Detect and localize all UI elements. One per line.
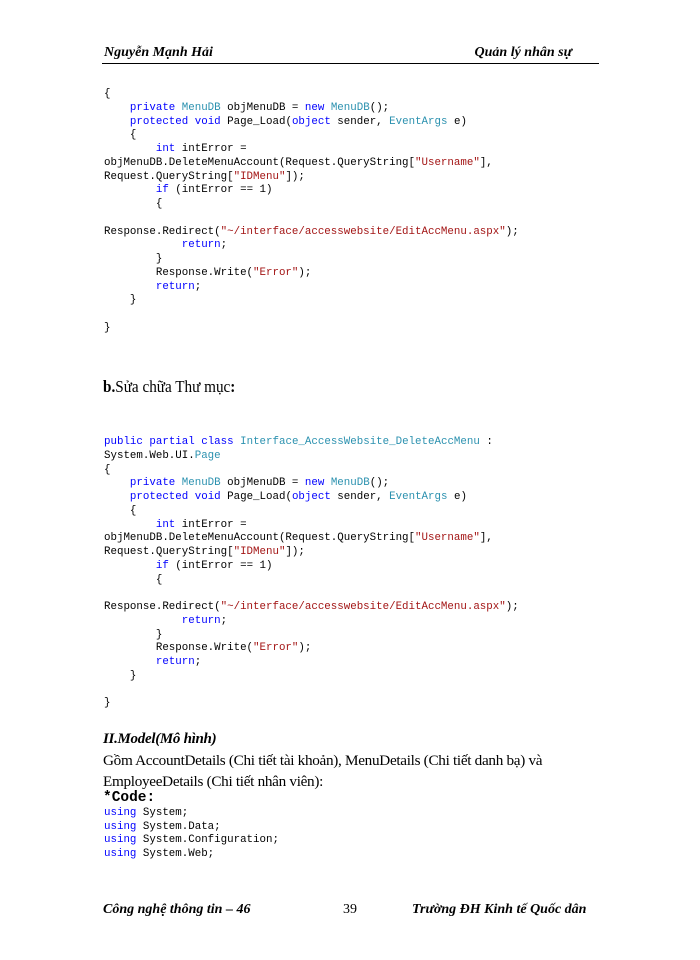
code-token: objMenuDB = <box>220 101 305 114</box>
code-token: object <box>291 115 331 128</box>
code-token: } <box>104 321 111 334</box>
code-line <box>104 157 519 171</box>
code-token: ; <box>220 614 228 627</box>
code-line <box>104 267 519 281</box>
code-token: public <box>104 436 143 448</box>
code-token: } <box>104 628 163 641</box>
code-line <box>104 670 519 684</box>
code-token: e) <box>447 115 467 128</box>
code-token: MenuDB <box>181 101 221 114</box>
code-token: MenuDB <box>181 477 221 490</box>
code-token: void <box>194 491 221 503</box>
code-line <box>104 491 519 505</box>
code-token: Response.Redirect( <box>104 225 221 238</box>
code-line <box>104 532 519 546</box>
code-token: int <box>155 518 176 531</box>
code-token: Request.QueryString[ <box>104 170 234 183</box>
code-line <box>104 848 279 862</box>
code-line <box>104 116 519 130</box>
code-line <box>104 697 519 711</box>
code-token: ); <box>298 266 312 279</box>
footer-faculty: Công nghệ thông tin – 46 <box>103 902 251 917</box>
code-token: { <box>104 573 163 586</box>
code-token: Page_Load( <box>220 115 292 128</box>
code-line <box>104 143 519 157</box>
code-token: objMenuDB.DeleteMenuAccount(Request.QueryString[ <box>104 156 416 169</box>
code-heading: *Code: <box>103 790 156 806</box>
code-token: protected <box>129 491 189 503</box>
code-line <box>104 560 519 574</box>
code-token: (); <box>369 477 390 490</box>
code-line <box>104 656 519 670</box>
code-line <box>104 171 519 185</box>
section-ii-heading: II.Model(Mô hình) <box>103 731 217 747</box>
code-token: ); <box>505 601 519 613</box>
code-token: ], <box>479 532 493 545</box>
code-token: return <box>181 239 221 252</box>
code-token: e) <box>447 491 467 503</box>
code-token: ], <box>479 156 493 169</box>
code-token <box>104 184 156 196</box>
code-line <box>104 574 519 588</box>
code-token <box>104 519 156 531</box>
code-token: ); <box>298 642 312 655</box>
code-token: } <box>104 294 137 307</box>
code-token: object <box>291 491 331 503</box>
code-line <box>104 477 519 491</box>
code-line <box>104 184 519 198</box>
header-title: Quản lý nhân sự <box>474 45 572 60</box>
code-line <box>104 615 519 629</box>
code-line <box>104 102 519 116</box>
code-token: Request.QueryString[ <box>104 546 234 558</box>
code-token: objMenuDB.DeleteMenuAccount(Request.QueryString[ <box>104 532 416 545</box>
code-token: using <box>104 834 137 847</box>
code-token: System; <box>136 807 189 819</box>
code-line <box>104 198 519 212</box>
code-token: Page_Load( <box>220 491 292 503</box>
code-token: ]); <box>285 546 305 558</box>
code-token: System.Configuration; <box>136 834 279 847</box>
code-token: protected <box>129 115 189 128</box>
code-line <box>104 281 519 295</box>
code-line <box>104 587 519 601</box>
code-token: class <box>201 436 234 448</box>
code-line <box>104 253 519 267</box>
code-token: using <box>104 820 137 833</box>
code-token: private <box>129 477 176 490</box>
code-token <box>104 656 156 668</box>
code-token: using <box>104 847 137 860</box>
code-line <box>104 436 519 450</box>
code-token: sender, <box>330 491 390 503</box>
code-token: return <box>155 656 195 668</box>
code-token: return <box>155 280 195 293</box>
code-token: intError = <box>175 143 247 155</box>
code-token: partial <box>149 436 195 448</box>
code-token: "Username" <box>415 532 480 545</box>
footer-university: Trường ĐH Kinh tế Quốc dân <box>412 902 587 917</box>
code-token: Response.Redirect( <box>104 601 221 613</box>
code-token: System.Web; <box>136 847 215 860</box>
section-b-colon: : <box>230 377 236 396</box>
code-token: MenuDB <box>330 101 370 114</box>
code-line <box>104 88 519 102</box>
code-token: "Error" <box>253 642 299 655</box>
code-token: { <box>104 198 163 210</box>
code-token: } <box>104 253 163 265</box>
code-token: (intError == 1) <box>168 184 273 197</box>
code-token: new <box>304 101 325 114</box>
code-token: { <box>104 504 137 517</box>
code-token: intError = <box>175 518 247 531</box>
code-token: { <box>104 463 111 476</box>
code-line <box>104 239 519 253</box>
code-token: "Username" <box>415 156 480 169</box>
code-token: (); <box>369 101 390 114</box>
code-token: Interface_AccessWebsite_DeleteAccMenu <box>240 436 480 448</box>
code-token: using <box>104 807 137 819</box>
code-token <box>104 102 130 114</box>
code-token <box>104 560 156 572</box>
code-token: sender, <box>330 115 390 128</box>
code-token <box>104 239 182 251</box>
code-line <box>104 322 519 336</box>
code-token: ); <box>505 225 519 238</box>
code-line <box>104 642 519 656</box>
code-token: ; <box>220 239 228 252</box>
code-block-using <box>104 807 279 861</box>
code-token: { <box>104 88 111 100</box>
code-token: Response.Write( <box>104 266 254 279</box>
code-token: ; <box>194 656 202 668</box>
code-token: EventArgs <box>389 115 448 128</box>
code-line <box>104 519 519 533</box>
code-token: System.Web.UI. <box>104 449 195 462</box>
code-line <box>104 212 519 226</box>
code-line <box>104 834 279 848</box>
code-token: MenuDB <box>330 477 370 490</box>
code-token: "IDMenu" <box>233 546 286 558</box>
code-token: objMenuDB = <box>220 477 305 490</box>
code-token: private <box>129 101 176 114</box>
code-token: "Error" <box>253 266 299 279</box>
code-token: int <box>155 143 176 155</box>
footer-page-number: 39 <box>343 902 357 917</box>
code-token: Response.Write( <box>104 642 254 655</box>
code-line <box>104 601 519 615</box>
code-token: void <box>194 115 221 128</box>
code-token: EventArgs <box>389 491 448 503</box>
code-block-delete-menu <box>104 88 519 336</box>
code-token: "~/interface/accesswebsite/EditAccMenu.aspx" <box>220 601 506 613</box>
code-line <box>104 505 519 519</box>
code-line <box>104 546 519 560</box>
section-b-letter: b. <box>103 377 116 396</box>
code-token: } <box>104 697 111 710</box>
code-token: return <box>181 614 221 627</box>
code-token: System.Data; <box>136 820 221 833</box>
code-line <box>104 226 519 240</box>
code-token <box>104 491 130 503</box>
code-line <box>104 629 519 643</box>
code-token: : <box>479 436 493 448</box>
code-token: ; <box>194 280 202 293</box>
code-token: Page <box>194 449 221 462</box>
code-token <box>104 477 130 489</box>
code-line <box>104 464 519 478</box>
code-line <box>104 821 279 835</box>
code-token: if <box>155 184 169 197</box>
header-author: Nguyễn Mạnh Hải <box>104 45 213 60</box>
code-token: } <box>104 669 137 682</box>
code-token: "IDMenu" <box>233 170 286 183</box>
code-block-edit-folder <box>104 436 519 711</box>
section-b-heading <box>103 377 235 397</box>
model-description-paragraph: Gồm AccountDetails (Chi tiết tài khoản), MenuDetails (Chi tiết danh bạ) và EmployeeDetails (Chi tiết nhân viên): <box>103 752 543 790</box>
code-line <box>104 807 279 821</box>
code-token <box>104 143 156 155</box>
code-token <box>104 615 182 627</box>
code-token: { <box>104 129 137 142</box>
code-token: new <box>304 477 325 490</box>
section-b-title: Sửa chữa Thư mục <box>115 377 231 396</box>
code-line <box>104 294 519 308</box>
code-token: ]); <box>285 170 305 183</box>
code-token: "~/interface/accesswebsite/EditAccMenu.aspx" <box>220 225 506 238</box>
code-line <box>104 129 519 143</box>
code-token: (intError == 1) <box>168 559 273 572</box>
code-line <box>104 308 519 322</box>
code-line <box>104 684 519 698</box>
code-token <box>104 116 130 128</box>
code-line <box>104 450 519 464</box>
code-token <box>104 281 156 293</box>
code-token: if <box>155 559 169 572</box>
header-rule <box>102 63 599 64</box>
